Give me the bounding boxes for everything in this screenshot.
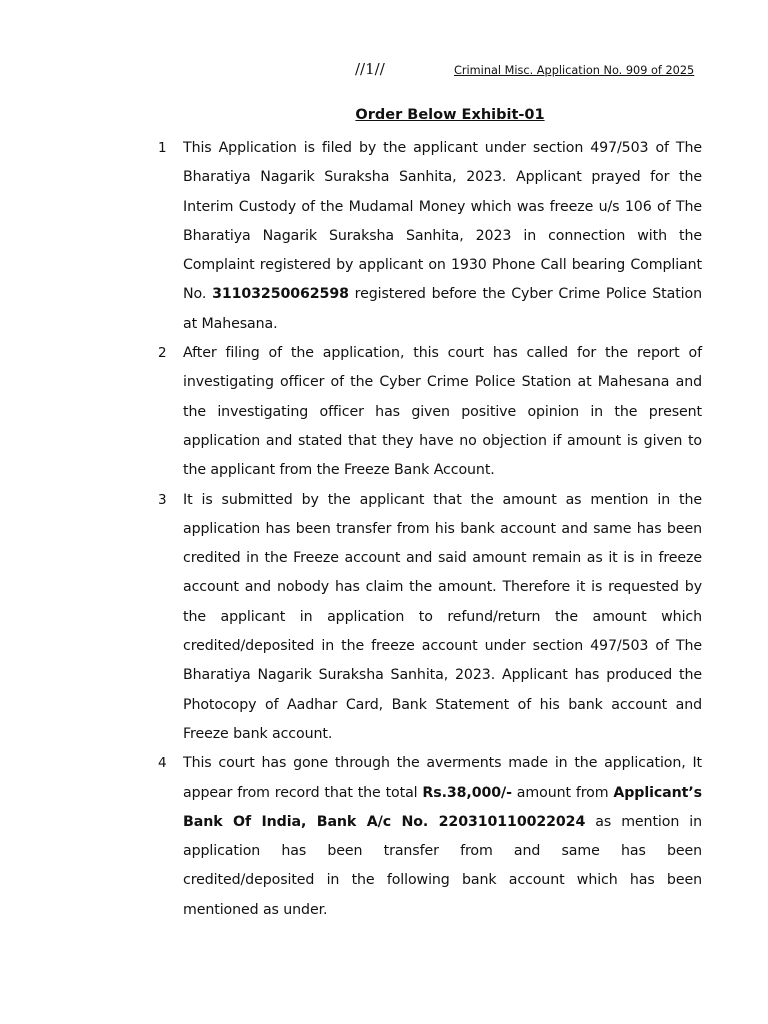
case-reference: Criminal Misc. Application No. 909 of 2025 bbox=[454, 64, 695, 77]
paragraph-number: 3 bbox=[158, 491, 167, 508]
paragraph-4 bbox=[158, 749, 702, 925]
paragraph-text bbox=[183, 339, 702, 485]
paragraph-number: 1 bbox=[158, 140, 167, 156]
text-segment: as mention in application has been transfer from and same has been credited/deposited in the following bank account which has been mentioned as under. bbox=[183, 813, 702, 918]
amount: Rs.38,000/- bbox=[422, 784, 512, 801]
order-title: Order Below Exhibit-01 bbox=[355, 107, 545, 123]
paragraph-number: 4 bbox=[158, 755, 167, 772]
text-segment: It is submitted by the applicant that the amount as mention in the application has been transfer from his bank account and same has been credited in the Freeze account and said amount remain as it is in freeze account and nobody has claim the amount. Therefore it is requested by the applicant in application to refund/return the amount which credited/deposited in the freeze account under section 497/503 of The Bharatiya Nagarik Suraksha Sanhita, 2023. Applicant has produced the Photocopy of Aadhar Card, Bank Statement of his bank account and Freeze bank account. bbox=[183, 491, 702, 742]
paragraph-text bbox=[183, 749, 702, 925]
bank-account: Applicant’s Bank Of India, Bank A/c No. 220310110022024 bbox=[183, 784, 702, 830]
text-segment: This Application is filed by the applicant under section 497/503 of The Bharatiya Nagarik Suraksha Sanhita, 2023. Applicant prayed for the Interim Custody of the Mudamal Money which was freeze u/s 106 of The Bharatiya Nagarik Suraksha Sanhita, 2023 in connection with the Complaint registered by applicant on 1930 Phone Call bearing Compliant No. bbox=[183, 140, 702, 303]
text-segment: amount from bbox=[511, 784, 614, 801]
paragraph-list bbox=[158, 134, 702, 925]
text-segment: registered before the Cyber Crime Police Station at Mahesana. bbox=[183, 286, 702, 332]
page-marker: //1// bbox=[355, 60, 385, 78]
paragraph-text bbox=[183, 134, 702, 339]
text-segment: This court has gone through the averments made in the application, It appear from record that the total bbox=[183, 755, 702, 801]
paragraph-number: 2 bbox=[158, 345, 167, 362]
paragraph-text bbox=[183, 486, 702, 750]
text-segment: After filing of the application, this court has called for the report of investigating officer of the Cyber Crime Police Station at Mahesana and the investigating officer has given positive opinion in the present application and stated that they have no objection if amount is given to the applicant from the Freeze Bank Account. bbox=[183, 345, 702, 479]
paragraph-1 bbox=[158, 134, 702, 339]
paragraph-2 bbox=[158, 339, 702, 485]
paragraph-3 bbox=[158, 486, 702, 750]
complaint-number: 31103250062598 bbox=[212, 286, 349, 303]
